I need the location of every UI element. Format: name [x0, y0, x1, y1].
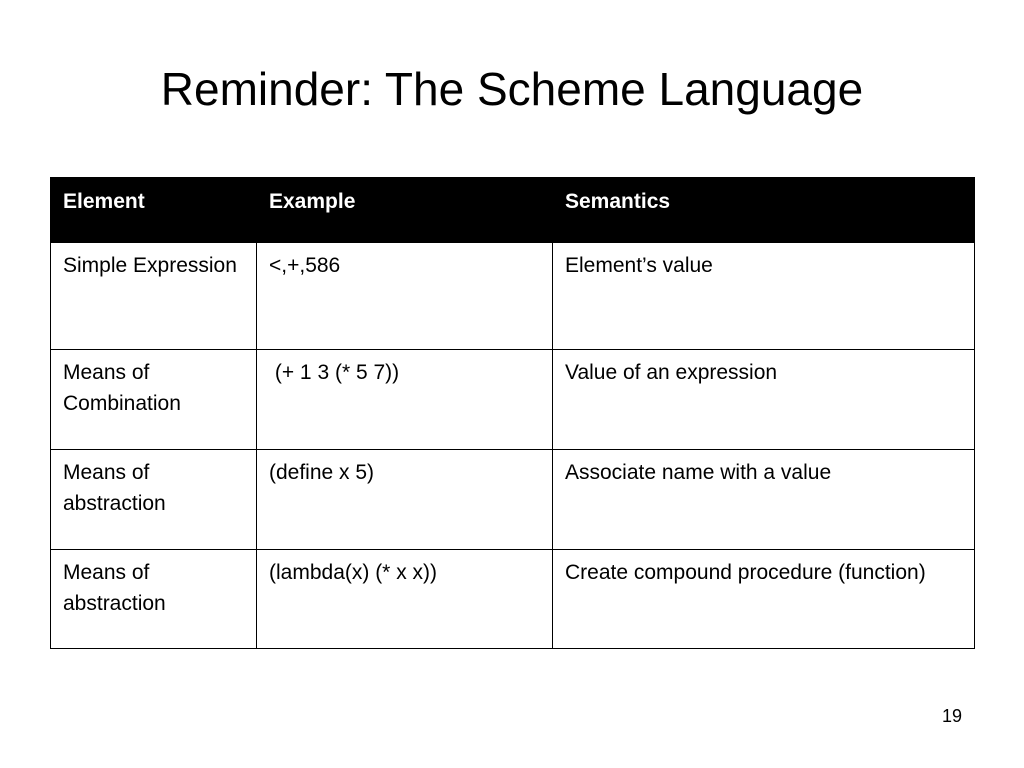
table-row: [51, 550, 975, 649]
table-row: [51, 350, 975, 450]
semantics-cell: Associate name with a value: [553, 450, 975, 550]
semantics-cell: Create compound procedure (function): [553, 550, 975, 649]
column-header-element: Element: [51, 178, 257, 243]
table-row: [51, 243, 975, 350]
table-row: [51, 450, 975, 550]
example-cell: (lambda(x) (* x x)): [257, 550, 553, 649]
example-cell: <,+,586: [257, 243, 553, 350]
example-cell: (define x 5): [257, 450, 553, 550]
semantics-cell: Value of an expression: [553, 350, 975, 450]
example-cell: (+ 1 3 (* 5 7)): [257, 350, 553, 450]
element-cell: Means of abstraction: [51, 550, 257, 649]
element-cell: Means of abstraction: [51, 450, 257, 550]
semantics-cell: Element’s value: [553, 243, 975, 350]
page-number: 19: [941, 706, 962, 726]
scheme-elements-table: [50, 177, 975, 649]
slide-title: Reminder: The Scheme Language: [160, 63, 864, 115]
table-header-row: [51, 178, 975, 243]
column-header-example: Example: [257, 178, 553, 243]
element-cell: Simple Expression: [51, 243, 257, 350]
element-cell: Means of Combination: [51, 350, 257, 450]
column-header-semantics: Semantics: [553, 178, 975, 243]
